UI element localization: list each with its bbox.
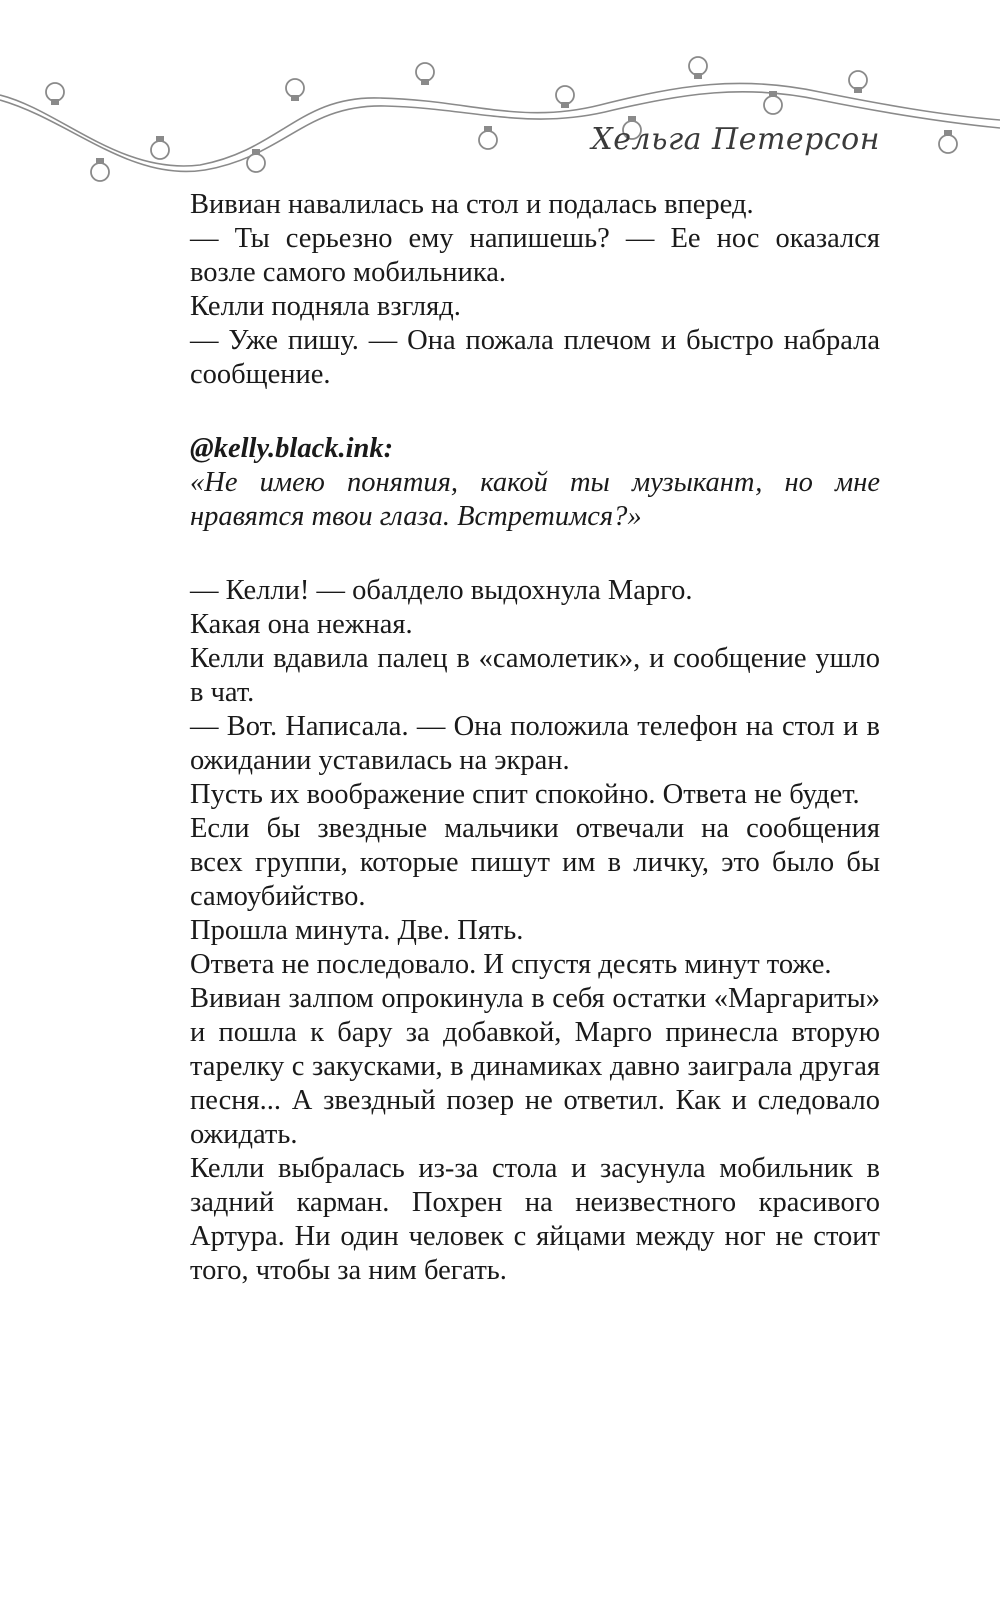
section-gap [190, 392, 880, 432]
paragraph: — Вот. Написала. — Она положила телефон на стол и в ожидании уставилась на экран. [190, 711, 880, 776]
paragraph: — Ты серьезно ему напишешь? — Ее нос оказался возле самого мобильника. [190, 223, 880, 288]
paragraph: Вивиан навалилась на стол и подалась вперед. [190, 189, 754, 220]
section-gap [190, 534, 880, 574]
paragraph: Пусть их воображение спит спокойно. Ответа не будет. [190, 779, 860, 810]
chat-message: «Не имею понятия, какой ты музыкант, но мне нравятся твои глаза. Встретимся?» [190, 467, 880, 532]
page-body [190, 188, 880, 1288]
running-header-author: Хельга Петерсон [591, 122, 880, 157]
paragraph: Келли выбралась из-за стола и засунула мобильник в задний карман. Похрен на неизвестного красивого Артура. Ни один человек с яйцами между ног не стоит того, чтобы за ним бегать. [190, 1153, 880, 1286]
paragraph: Если бы звездные мальчики отвечали на сообщения всех группи, которые пишут им в личку, это было бы самоубийство. [190, 813, 880, 912]
paragraph: — Уже пишу. — Она пожала плечом и быстро набрала сообщение. [190, 325, 880, 390]
paragraph: Прошла минута. Две. Пять. [190, 915, 524, 946]
paragraph: Келли вдавила палец в «самолетик», и сообщение ушло в чат. [190, 643, 880, 708]
paragraph: Ответа не последовало. И спустя десять минут тоже. [190, 949, 832, 980]
chat-handle: @kelly.black.ink: [190, 433, 394, 464]
paragraph: — Келли! — обалдело выдохнула Марго. [190, 575, 693, 606]
paragraph: Келли подняла взгляд. [190, 291, 461, 322]
paragraph: Вивиан залпом опрокинула в себя остатки «Маргариты» и пошла к бару за добавкой, Марго принесла вторую тарелку с закусками, в динамиках давно заиграла другая песня... А звездный позер не ответил. Как и следовало ожидать. [190, 983, 880, 1150]
paragraph: Какая она нежная. [190, 609, 413, 640]
garland-ornament [0, 0, 1000, 200]
